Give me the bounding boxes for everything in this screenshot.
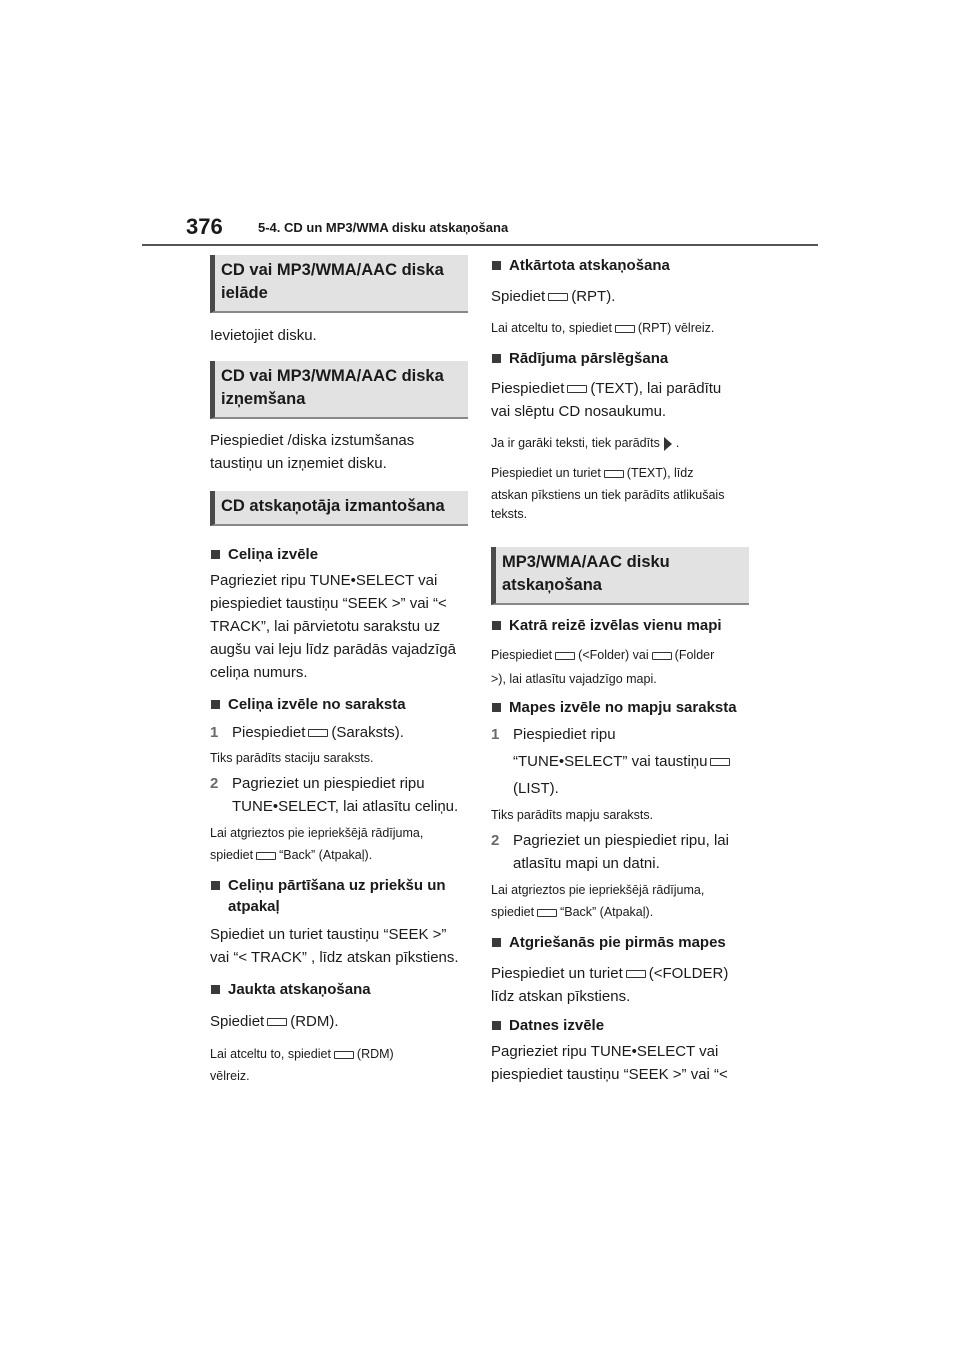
square-bullet-icon [492, 703, 501, 712]
header-divider [142, 244, 818, 246]
square-bullet-icon [492, 621, 501, 630]
mp3-step-1-note: Tiks parādīts mapju saraksts. [491, 808, 654, 822]
button-icon [256, 852, 276, 860]
right-column [491, 255, 749, 1086]
heading-folder-list: Mapes izvēle no mapju saraksta [491, 697, 749, 718]
repeat-text: Spiediet (RPT). [491, 288, 616, 305]
square-bullet-icon [211, 881, 220, 890]
button-icon [567, 385, 587, 393]
mp3-step-1: 1 Piespiediet ripu [491, 726, 616, 743]
button-icon [615, 325, 635, 333]
display-switch-text-2: vai slēptu CD nosaukumu. [491, 403, 667, 420]
step-2: 2 Pagrieziet un piespiediet ripu TUNE•SELECT, lai atlasītu celiņu. [210, 775, 459, 815]
track-select-text: Pagrieziet ripu TUNE•SELECT vai piespiediet taustiņu “SEEK >” vai “< TRACK”, lai pārvietotu sarakstu uz augšu vai leju līdz parādās vajadzīgā celiņa numurs. [210, 572, 456, 681]
button-icon [626, 970, 646, 978]
page-number: 376 [186, 214, 223, 239]
mp3-step-1-c: (LIST). [513, 780, 559, 797]
random-text: Spiediet (RDM). [210, 1013, 339, 1030]
button-icon [652, 652, 672, 660]
hold-text-note-b: atskan pīkstiens un tiek parādīts atlikušais teksts. [491, 488, 725, 521]
section-title-eject: CD vai MP3/WMA/AAC diska izņemšana [210, 361, 468, 419]
button-icon [548, 293, 568, 301]
fast-forward-text: Spiediet un turiet taustiņu “SEEK >” vai “< TRACK” , līdz atskan pīkstiens. [210, 926, 459, 966]
folder-select-text: Piespiediet (<Folder) vai (Folder [491, 648, 715, 662]
button-icon [710, 758, 730, 766]
left-column [210, 255, 468, 1086]
step-1-note: Tiks parādīts staciju saraksts. [210, 751, 374, 765]
arrow-right-icon [664, 437, 672, 451]
step-1: 1 Piespiediet (Saraksts). [210, 724, 404, 741]
heading-fast-forward: Celiņu pārtīšana uz priekšu un atpakaļ [210, 875, 468, 917]
square-bullet-icon [211, 550, 220, 559]
heading-repeat: Atkārtota atskaņošana [491, 255, 749, 276]
repeat-note: Lai atceltu to, spiediet (RPT) vēlreiz. [491, 321, 715, 335]
first-folder-text-b: līdz atskan pīkstiens. [491, 988, 631, 1005]
button-icon [267, 1018, 287, 1026]
random-note-end: vēlreiz. [210, 1069, 250, 1083]
square-bullet-icon [211, 700, 220, 709]
eject-text: Piespiediet /diska izstumšanas taustiņu un izņemiet disku. [210, 432, 415, 472]
section-title-mp3: MP3/WMA/AAC disku atskaņošana [491, 547, 749, 605]
loading-text: Ievietojiet disku. [210, 327, 317, 344]
heading-track-select: Celiņa izvēle [210, 544, 468, 565]
heading-display-switch: Rādījuma pārslēgšana [491, 348, 749, 369]
breadcrumb: 5-4. CD un MP3/WMA disku atskaņošana [258, 220, 509, 235]
long-text-note: Ja ir garāki teksti, tiek parādīts . [491, 436, 680, 450]
section-title-cd-player: CD atskaņotāja izmantošana [210, 491, 468, 526]
heading-track-from-list: Celiņa izvēle no saraksta [210, 694, 468, 715]
square-bullet-icon [211, 985, 220, 994]
button-icon [555, 652, 575, 660]
section-title-loading: CD vai MP3/WMA/AAC diska ielāde [210, 255, 468, 313]
button-icon [537, 909, 557, 917]
button-icon [308, 729, 328, 737]
button-icon [334, 1051, 354, 1059]
folder-select-text-b: >), lai atlasītu vajadzīgo mapi. [491, 672, 657, 686]
heading-file-select: Datnes izvēle [491, 1015, 749, 1036]
mp3-back-note-a: Lai atgrieztos pie iepriekšējā rādījuma, [491, 883, 705, 897]
back-note-b: spiediet “Back” (Atpakaļ). [210, 848, 373, 862]
mp3-step-1-b: “TUNE•SELECT” vai taustiņu [491, 750, 749, 773]
button-icon [604, 470, 624, 478]
square-bullet-icon [492, 354, 501, 363]
mp3-back-note-b: spiediet “Back” (Atpakaļ). [491, 905, 654, 919]
mp3-step-2: 2 Pagrieziet un piespiediet ripu, lai atlasītu mapi un datni. [491, 832, 729, 872]
file-select-text: Pagrieziet ripu TUNE•SELECT vai piespiediet taustiņu “SEEK >” vai “< [491, 1043, 728, 1083]
square-bullet-icon [492, 261, 501, 270]
heading-folder-select: Katrā reizē izvēlas vienu mapi [491, 615, 749, 636]
random-note: Lai atceltu to, spiediet (RDM) [210, 1047, 394, 1061]
heading-random: Jaukta atskaņošana [210, 979, 468, 1000]
square-bullet-icon [492, 1021, 501, 1030]
first-folder-text: Piespiediet un turiet (<FOLDER) [491, 965, 729, 982]
heading-first-folder: Atgriešanās pie pirmās mapes [491, 932, 749, 953]
square-bullet-icon [492, 938, 501, 947]
back-note-a: Lai atgrieztos pie iepriekšējā rādījuma, [210, 826, 424, 840]
hold-text-note: Piespiediet un turiet (TEXT), līdz [491, 466, 694, 480]
display-switch-text: Piespiediet (TEXT), lai parādītu [491, 380, 722, 397]
